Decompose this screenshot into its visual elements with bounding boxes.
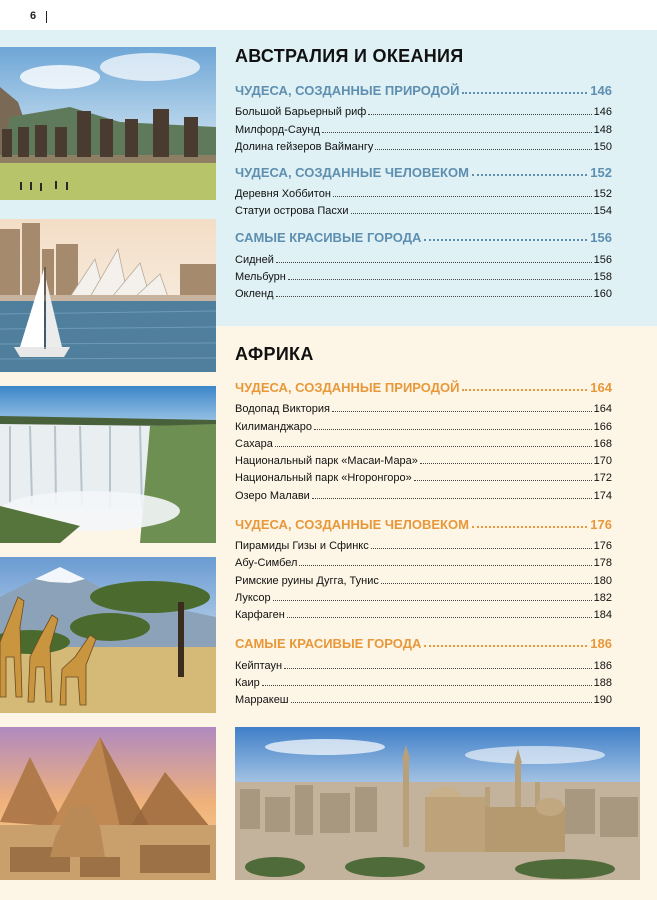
entry-title: Озеро Малави — [235, 489, 310, 502]
leader-dots — [351, 213, 592, 214]
leader-dots — [322, 132, 592, 133]
entry-page: 174 — [593, 489, 612, 502]
toc-entry-list — [235, 248, 612, 300]
entry-title: Сидней — [235, 253, 274, 266]
sydney-opera-house-photo — [0, 219, 216, 372]
section-page: 176 — [590, 516, 612, 532]
toc-entry[interactable] — [235, 248, 612, 265]
toc-entry[interactable] — [235, 118, 612, 135]
toc-entry[interactable] — [235, 266, 612, 283]
section-title: САМЫЕ КРАСИВЫЕ ГОРОДА — [235, 230, 422, 246]
entry-page: 146 — [593, 106, 612, 119]
toc-entry-list — [235, 183, 612, 218]
leader-dots — [287, 617, 592, 618]
toc-section-heading[interactable] — [235, 631, 612, 651]
entry-page: 164 — [593, 403, 612, 416]
entry-page: 152 — [593, 188, 612, 201]
leader-dots — [462, 92, 587, 94]
toc-entry[interactable] — [235, 433, 612, 450]
cairo-panorama-photo — [235, 727, 640, 880]
toc-entry[interactable] — [235, 183, 612, 200]
toc-entry[interactable] — [235, 450, 612, 467]
section-title: САМЫЕ КРАСИВЫЕ ГОРОДА — [235, 636, 422, 652]
toc-australia-oceania — [235, 46, 612, 300]
leader-dots — [276, 262, 592, 263]
leader-dots — [299, 565, 591, 566]
section-page: 164 — [590, 380, 612, 395]
leader-dots — [472, 174, 587, 176]
entry-title: Сахара — [235, 437, 273, 450]
entry-title: Водопад Виктория — [235, 403, 330, 416]
toc-entry-list — [235, 654, 612, 706]
leader-dots — [462, 389, 587, 391]
leader-dots — [291, 702, 592, 703]
toc-entry[interactable] — [235, 283, 612, 300]
leader-dots — [472, 526, 587, 528]
toc-section-heading[interactable] — [235, 375, 612, 395]
leader-dots — [312, 498, 592, 499]
toc-entry-list — [235, 101, 612, 153]
leader-dots — [424, 645, 587, 647]
victoria-falls-photo — [0, 386, 216, 543]
entry-page: 166 — [593, 420, 612, 433]
entry-title: Кейптаун — [235, 659, 283, 672]
section-page: 156 — [590, 230, 612, 246]
toc-entry[interactable] — [235, 101, 612, 118]
section-page: 186 — [590, 636, 612, 652]
entry-page: 156 — [593, 253, 612, 266]
entry-title: Большой Барьерный риф — [235, 106, 367, 119]
leader-dots — [332, 411, 592, 412]
section-title: ЧУДЕСА, СОЗДАННЫЕ ЧЕЛОВЕКОМ — [235, 516, 469, 532]
toc-section-heading[interactable] — [235, 160, 612, 180]
toc-entry[interactable] — [235, 604, 612, 621]
leader-dots — [288, 279, 592, 280]
toc-entry[interactable] — [235, 467, 612, 484]
toc-entry[interactable] — [235, 535, 612, 552]
entry-page: 170 — [593, 455, 612, 468]
entry-title: Марракеш — [235, 694, 289, 707]
toc-entry[interactable] — [235, 672, 612, 689]
entry-page: 186 — [593, 659, 612, 672]
leader-dots — [273, 600, 592, 601]
toc-entry[interactable] — [235, 415, 612, 432]
entry-title: Римские руины Дугга, Тунис — [235, 574, 379, 587]
entry-title: Мельбурн — [235, 271, 286, 284]
leader-dots — [371, 548, 592, 549]
entry-page: 178 — [593, 557, 612, 570]
toc-entry[interactable] — [235, 136, 612, 153]
moai-statues-photo — [0, 47, 216, 200]
leader-dots — [333, 196, 592, 197]
toc-entry[interactable] — [235, 587, 612, 604]
leader-dots — [368, 114, 591, 115]
entry-title: Милфорд-Саунд — [235, 123, 320, 136]
entry-page: 168 — [593, 437, 612, 450]
entry-page: 190 — [593, 694, 612, 707]
toc-entry[interactable] — [235, 200, 612, 217]
leader-dots — [314, 429, 592, 430]
toc-section-heading[interactable] — [235, 78, 612, 98]
toc-entry[interactable] — [235, 484, 612, 501]
leader-dots — [420, 463, 592, 464]
entry-title: Деревня Хоббитон — [235, 188, 331, 201]
kilimanjaro-giraffes-photo — [0, 557, 216, 713]
leader-dots — [381, 583, 592, 584]
section-title: ЧУДЕСА, СОЗДАННЫЕ ЧЕЛОВЕКОМ — [235, 164, 469, 180]
entry-page: 184 — [593, 609, 612, 622]
toc-entry[interactable] — [235, 654, 612, 671]
entry-title: Луксор — [235, 591, 271, 604]
region-title: АВСТРАЛИЯ И ОКЕАНИЯ — [235, 46, 464, 66]
leader-dots — [275, 446, 592, 447]
entry-title: Окленд — [235, 288, 274, 301]
section-page: 152 — [590, 164, 612, 180]
entry-title: Национальный парк «Нгоронгоро» — [235, 472, 412, 485]
leader-dots — [414, 480, 592, 481]
entry-page: 160 — [593, 288, 612, 301]
entry-title: Килиманджаро — [235, 420, 312, 433]
entry-title: Абу-Симбел — [235, 557, 298, 570]
leader-dots — [424, 239, 587, 241]
entry-page: 176 — [593, 540, 612, 553]
section-page: 146 — [590, 83, 612, 98]
toc-africa — [235, 344, 612, 706]
entry-title: Карфаген — [235, 609, 285, 622]
toc-entry-list — [235, 535, 612, 621]
entry-page: 180 — [593, 574, 612, 587]
entry-page: 158 — [593, 271, 612, 284]
entry-title: Долина гейзеров Ваймангу — [235, 140, 374, 153]
toc-entry[interactable] — [235, 398, 612, 415]
entry-title: Пирамиды Гизы и Сфинкс — [235, 540, 369, 553]
leader-dots — [276, 296, 592, 297]
page-number: 6 — [30, 10, 37, 22]
toc-entry-list — [235, 398, 612, 502]
toc-section-heading[interactable] — [235, 512, 612, 532]
page-number-divider — [46, 11, 47, 23]
entry-page: 154 — [593, 205, 612, 218]
toc-entry[interactable] — [235, 569, 612, 586]
toc-section-heading[interactable] — [235, 225, 612, 245]
leader-dots — [284, 668, 592, 669]
entry-page: 188 — [593, 676, 612, 689]
entry-title: Статуи острова Пасхи — [235, 205, 349, 218]
leader-dots — [375, 149, 591, 150]
toc-entry[interactable] — [235, 689, 612, 706]
entry-title: Каир — [235, 676, 260, 689]
leader-dots — [262, 685, 592, 686]
section-title: ЧУДЕСА, СОЗДАННЫЕ ПРИРОДОЙ — [235, 380, 460, 395]
entry-page: 172 — [593, 472, 612, 485]
entry-page: 182 — [593, 591, 612, 604]
section-title: ЧУДЕСА, СОЗДАННЫЕ ПРИРОДОЙ — [235, 83, 460, 98]
entry-title: Национальный парк «Масаи-Мара» — [235, 455, 418, 468]
entry-page: 150 — [593, 140, 612, 153]
toc-entry[interactable] — [235, 552, 612, 569]
entry-page: 148 — [593, 123, 612, 136]
giza-pyramids-photo — [0, 727, 216, 880]
region-title: АФРИКА — [235, 344, 314, 364]
